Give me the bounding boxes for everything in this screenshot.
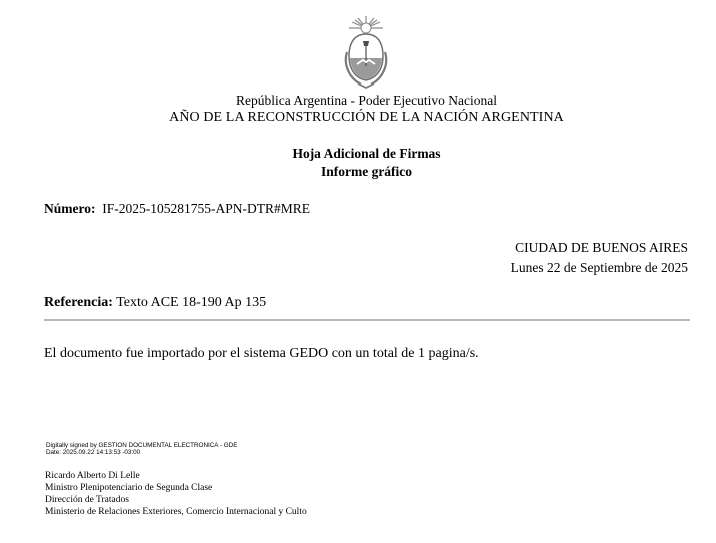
document-title: Hoja Adicional de Firmas [292,146,441,161]
coat-of-arms-icon [341,14,391,90]
document-city: CIUDAD DE BUENOS AIRES [515,240,688,255]
document-number-value: IF-2025-105281755-APN-DTR#MRE [102,201,310,216]
document-body: El documento fue importado por el sistema GEDO con un total de 1 pagina/s. [44,346,479,361]
document-number-label: Número: [44,201,96,216]
year-motto: AÑO DE LA RECONSTRUCCIÓN DE LA NACIÓN ARGENTINA [169,110,564,125]
signer-ministry: Ministerio de Relaciones Exteriores, Comercio Internacional y Culto [45,507,307,517]
document-subtitle: Informe gráfico [320,164,413,179]
reference-label: Referencia: [44,295,113,310]
digital-signature-date: Date: 2025.09.22 14:13:53 -03:00 [46,449,141,456]
digital-signature-source: Digitally signed by GESTION DOCUMENTAL ELECTRONICA - GDE [46,442,238,449]
reference-value: Texto ACE 18-190 Ap 135 [116,295,267,310]
document-reference [44,295,266,311]
document-date: Lunes 22 de Septiembre de 2025 [510,260,688,275]
horizontal-divider [44,319,690,321]
signer-department: Dirección de Tratados [45,495,129,505]
government-heading: República Argentina - Poder Ejecutivo Nacional [235,93,498,108]
signer-name: Ricardo Alberto Di Lelle [45,471,140,481]
document-number [44,201,310,217]
signer-role: Ministro Plenipotenciario de Segunda Clase [45,483,213,493]
